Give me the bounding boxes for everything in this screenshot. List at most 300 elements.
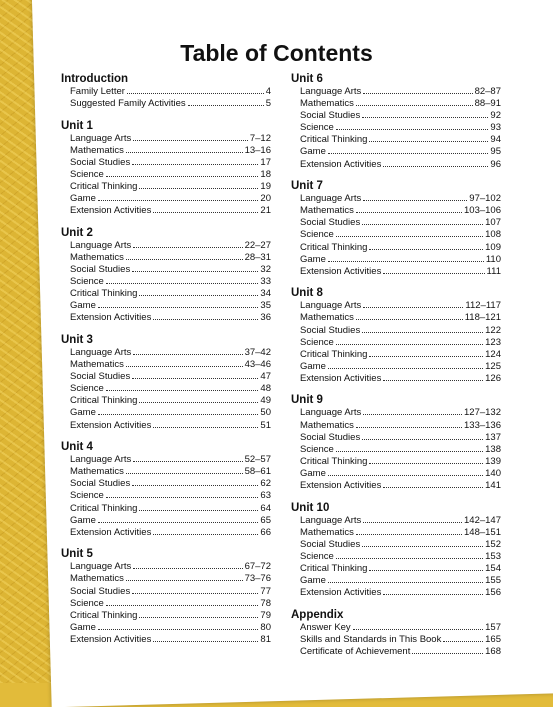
entry-label: Science <box>70 168 104 180</box>
section-heading: Unit 7 <box>291 180 323 193</box>
dot-leader <box>106 605 259 606</box>
dot-leader <box>139 402 258 403</box>
entry-page-number: 67–72 <box>244 561 271 573</box>
dot-leader <box>153 212 258 213</box>
dot-leader <box>139 188 258 189</box>
entry-page-number: 19 <box>260 181 271 193</box>
toc-entry <box>291 349 501 361</box>
dot-leader <box>98 522 259 523</box>
dot-leader <box>132 378 258 379</box>
entry-label: Certificate of Achievement <box>300 645 411 657</box>
entry-page-number: 13–16 <box>244 144 271 156</box>
toc-entry <box>61 466 271 478</box>
toc-entry <box>291 266 501 278</box>
entry-page-number: 33 <box>260 276 271 288</box>
toc-entry <box>291 193 501 205</box>
entry-page-number: 157 <box>485 621 501 633</box>
entry-label: Extension Activities <box>70 205 152 217</box>
dot-leader <box>383 487 483 488</box>
entry-page-number: 110 <box>485 253 501 265</box>
toc-entry <box>291 420 501 432</box>
entry-page-number: 28–31 <box>244 251 271 263</box>
entry-page-number: 43–46 <box>244 359 271 371</box>
entry-label: Language Arts <box>300 193 362 205</box>
entry-label: Science <box>300 550 334 562</box>
entry-label: Game <box>70 621 96 633</box>
entry-page-number: 17 <box>260 156 271 168</box>
dot-leader <box>336 451 483 452</box>
dot-leader <box>362 546 483 547</box>
entry-label: Critical Thinking <box>70 609 138 621</box>
entry-label: Game <box>300 360 326 372</box>
entry-label: Social Studies <box>70 371 131 383</box>
entry-page-number: 37–42 <box>244 347 271 358</box>
entry-page-number: 7–12 <box>249 132 271 144</box>
entry-page-number: 51 <box>260 419 271 431</box>
toc-entry <box>291 122 501 134</box>
dot-leader <box>383 594 483 595</box>
entry-page-number: 111 <box>486 265 501 277</box>
dot-leader <box>188 105 264 106</box>
dot-leader <box>153 534 258 535</box>
toc-entry <box>291 146 501 158</box>
entry-label: Critical Thinking <box>300 563 368 574</box>
entry-label: Language Arts <box>70 132 132 144</box>
entry-label: Critical Thinking <box>300 134 368 146</box>
entry-label: Critical Thinking <box>70 502 138 514</box>
dot-leader <box>412 653 483 654</box>
toc-entry <box>291 98 501 110</box>
toc-entry <box>61 407 271 419</box>
dot-leader <box>98 414 259 415</box>
toc-section <box>61 120 271 218</box>
entry-page-number: 107 <box>485 217 501 229</box>
toc-entry <box>291 539 501 551</box>
entry-page-number: 5 <box>265 98 271 110</box>
toc-entry <box>61 371 271 383</box>
entry-label: Language Arts <box>300 514 362 526</box>
toc-entry <box>291 312 501 324</box>
entry-label: Game <box>300 146 326 158</box>
entry-label: Mathematics <box>70 144 124 156</box>
section-heading: Unit 4 <box>61 441 93 454</box>
entry-label: Language Arts <box>70 561 132 573</box>
toc-entry <box>291 444 501 456</box>
entry-label: Science <box>70 276 104 288</box>
entry-page-number: 82–87 <box>474 86 501 97</box>
entry-label: Science <box>70 597 104 609</box>
page-title: Table of Contents <box>180 40 373 66</box>
toc-entry <box>291 229 501 241</box>
dot-leader <box>362 439 483 440</box>
toc-section <box>61 227 271 325</box>
dot-leader <box>369 570 483 571</box>
section-heading: Unit 2 <box>61 226 93 239</box>
toc-entry <box>61 133 271 145</box>
toc-section <box>61 441 271 539</box>
entry-page-number: 103–106 <box>464 205 501 217</box>
entry-label: Family Letter <box>70 86 125 97</box>
entry-label: Game <box>70 407 96 419</box>
dot-leader <box>106 283 259 284</box>
entry-label: Game <box>70 514 96 526</box>
entry-label: Mathematics <box>300 312 354 324</box>
entry-page-number: 108 <box>485 229 501 241</box>
section-heading: Unit 1 <box>61 119 93 132</box>
toc-entry <box>61 383 271 395</box>
entry-page-number: 81 <box>260 633 271 645</box>
entry-label: Language Arts <box>70 454 132 466</box>
toc-entry <box>291 217 501 229</box>
toc-entry <box>291 373 501 385</box>
toc-column-right <box>291 73 501 668</box>
toc-entry <box>291 159 501 171</box>
entry-label: Mathematics <box>70 359 124 371</box>
toc-entry <box>291 563 501 575</box>
toc-entry <box>61 573 271 585</box>
toc-entry <box>61 478 271 490</box>
entry-page-number: 122 <box>485 324 501 336</box>
entry-label: Social Studies <box>70 585 131 597</box>
toc-entry <box>291 361 501 373</box>
dot-leader <box>126 259 243 260</box>
entry-label: Mathematics <box>70 251 124 263</box>
toc-entry <box>61 586 271 598</box>
entry-page-number: 35 <box>260 300 271 312</box>
entry-page-number: 63 <box>260 490 271 502</box>
dot-leader <box>126 580 243 581</box>
entry-page-number: 66 <box>260 526 271 538</box>
entry-label: Extension Activities <box>300 587 382 599</box>
dot-leader <box>336 129 489 130</box>
entry-label: Extension Activities <box>300 158 382 170</box>
toc-section <box>61 548 271 646</box>
toc-entry <box>291 110 501 122</box>
dot-leader <box>132 271 258 272</box>
entry-page-number: 52–57 <box>244 454 271 466</box>
entry-label: Game <box>70 193 96 205</box>
toc-entry <box>61 598 271 610</box>
toc-entry <box>61 515 271 527</box>
toc-entry <box>291 468 501 480</box>
toc-section <box>61 73 271 110</box>
toc-entry <box>61 300 271 312</box>
entry-label: Critical Thinking <box>300 348 368 360</box>
dot-leader <box>356 427 462 428</box>
toc-entry <box>61 276 271 288</box>
dot-leader <box>336 236 483 237</box>
entry-label: Social Studies <box>70 264 131 276</box>
dot-leader <box>356 212 462 213</box>
section-heading: Unit 5 <box>61 548 93 561</box>
toc-entry <box>61 145 271 157</box>
dot-leader <box>383 380 483 381</box>
entry-label: Social Studies <box>70 156 131 168</box>
entry-label: Social Studies <box>300 431 361 443</box>
toc-entry <box>61 527 271 539</box>
toc-entry <box>291 254 501 266</box>
entry-label: Game <box>300 253 326 265</box>
dot-leader <box>328 582 483 583</box>
toc-column-left <box>61 73 271 655</box>
dot-leader <box>328 368 483 369</box>
entry-page-number: 126 <box>485 372 501 384</box>
toc-entry <box>291 242 501 254</box>
section-heading: Appendix <box>291 608 344 621</box>
dot-leader <box>153 427 258 428</box>
section-heading: Unit 10 <box>291 501 330 514</box>
section-heading: Unit 8 <box>291 287 323 300</box>
toc-section <box>291 502 501 600</box>
entry-page-number: 4 <box>265 86 271 97</box>
entry-page-number: 97–102 <box>469 193 501 205</box>
toc-entry <box>61 98 271 110</box>
dot-leader <box>106 176 259 177</box>
entry-label: Mathematics <box>300 98 354 110</box>
toc-entry <box>61 240 271 252</box>
dot-leader <box>369 141 488 142</box>
entry-page-number: 77 <box>260 585 271 597</box>
toc-entry <box>61 610 271 622</box>
toc-section <box>291 73 501 171</box>
dot-leader <box>153 319 258 320</box>
dot-leader <box>106 390 259 391</box>
toc-entry <box>61 288 271 300</box>
dot-leader <box>133 247 242 248</box>
entry-page-number: 124 <box>485 348 501 360</box>
toc-entry <box>291 205 501 217</box>
dot-leader <box>383 273 484 274</box>
dot-leader <box>362 332 483 333</box>
entry-label: Language Arts <box>300 86 362 97</box>
toc-entry <box>61 86 271 98</box>
toc-entry <box>61 490 271 502</box>
toc-entry <box>61 634 271 646</box>
toc-entry <box>61 312 271 324</box>
dot-leader <box>98 307 259 308</box>
entry-label: Critical Thinking <box>70 288 138 300</box>
entry-label: Mathematics <box>70 573 124 585</box>
entry-page-number: 94 <box>490 134 501 146</box>
dot-leader <box>369 463 483 464</box>
dot-leader <box>139 510 258 511</box>
entry-label: Critical Thinking <box>300 455 368 467</box>
entry-page-number: 153 <box>485 550 501 562</box>
dot-leader <box>126 366 243 367</box>
dot-leader <box>139 295 258 296</box>
toc-entry <box>61 503 271 515</box>
entry-label: Skills and Standards in This Book <box>300 633 442 645</box>
toc-entry <box>291 634 501 646</box>
toc-entry <box>61 193 271 205</box>
toc-entry <box>291 587 501 599</box>
entry-page-number: 140 <box>485 467 501 479</box>
entry-page-number: 73–76 <box>244 573 271 585</box>
entry-page-number: 48 <box>260 383 271 395</box>
toc-entry <box>291 337 501 349</box>
entry-label: Game <box>300 467 326 479</box>
toc-entry <box>61 622 271 634</box>
dot-leader <box>126 473 243 474</box>
entry-label: Science <box>70 490 104 502</box>
toc-section <box>291 287 501 385</box>
dot-leader <box>363 93 472 94</box>
entry-page-number: 92 <box>490 110 501 122</box>
entry-label: Mathematics <box>300 419 354 431</box>
entry-label: Social Studies <box>300 538 361 550</box>
dot-leader <box>153 641 258 642</box>
dot-leader <box>133 354 242 355</box>
entry-page-number: 125 <box>485 360 501 372</box>
section-heading: Introduction <box>61 73 129 85</box>
entry-label: Extension Activities <box>300 372 382 384</box>
dot-leader <box>362 224 483 225</box>
dot-leader <box>328 475 483 476</box>
dot-leader <box>383 166 488 167</box>
entry-page-number: 22–27 <box>244 239 271 251</box>
entry-page-number: 47 <box>260 371 271 383</box>
toc-entry <box>61 205 271 217</box>
entry-page-number: 148–151 <box>464 526 501 538</box>
dot-leader <box>369 249 483 250</box>
toc-entry <box>61 169 271 181</box>
entry-page-number: 152 <box>485 538 501 550</box>
toc-entry <box>291 527 501 539</box>
toc-entry <box>291 646 501 658</box>
toc-entry <box>291 86 501 98</box>
dot-leader <box>356 319 463 320</box>
entry-page-number: 155 <box>485 575 501 587</box>
toc-entry <box>291 480 501 492</box>
toc-entry <box>291 551 501 563</box>
entry-label: Mathematics <box>300 526 354 538</box>
dot-leader <box>363 522 462 523</box>
dot-leader <box>133 568 242 569</box>
toc-entry <box>61 420 271 432</box>
entry-page-number: 65 <box>260 514 271 526</box>
toc-entry <box>61 347 271 359</box>
entry-page-number: 88–91 <box>474 98 501 110</box>
entry-label: Social Studies <box>70 478 131 490</box>
entry-page-number: 58–61 <box>244 466 271 478</box>
entry-page-number: 34 <box>260 288 271 300</box>
entry-page-number: 156 <box>485 587 501 599</box>
dot-leader <box>443 641 483 642</box>
section-heading: Unit 3 <box>61 334 93 346</box>
toc-section <box>291 394 501 492</box>
entry-label: Social Studies <box>300 324 361 336</box>
toc-entry <box>61 181 271 193</box>
dot-leader <box>132 485 258 486</box>
entry-label: Extension Activities <box>300 265 382 277</box>
dot-leader <box>106 497 259 498</box>
entry-label: Extension Activities <box>70 419 152 431</box>
entry-page-number: 142–147 <box>464 514 501 526</box>
toc-entry <box>61 157 271 169</box>
entry-page-number: 78 <box>260 597 271 609</box>
entry-page-number: 21 <box>260 205 271 217</box>
entry-page-number: 133–136 <box>464 419 501 431</box>
entry-label: Language Arts <box>70 239 132 251</box>
dot-leader <box>336 558 483 559</box>
entry-label: Science <box>300 336 334 348</box>
toc-entry <box>61 561 271 573</box>
entry-label: Science <box>300 443 334 455</box>
entry-page-number: 80 <box>260 621 271 633</box>
entry-page-number: 64 <box>260 502 271 514</box>
entry-page-number: 79 <box>260 609 271 621</box>
section-heading: Unit 6 <box>291 73 323 85</box>
entry-page-number: 95 <box>490 146 501 158</box>
dot-leader <box>328 261 484 262</box>
dot-leader <box>362 117 488 118</box>
entry-label: Science <box>300 122 334 134</box>
toc-section <box>291 180 501 278</box>
entry-label: Game <box>300 575 326 587</box>
entry-page-number: 96 <box>490 158 501 170</box>
toc-entry <box>61 359 271 371</box>
toc-entry <box>291 407 501 419</box>
dot-leader <box>133 461 242 462</box>
entry-page-number: 165 <box>485 633 501 645</box>
entry-label: Extension Activities <box>70 526 152 538</box>
entry-label: Language Arts <box>300 300 362 312</box>
entry-page-number: 118–121 <box>464 312 501 324</box>
entry-page-number: 36 <box>260 312 271 324</box>
dot-leader <box>356 105 473 106</box>
dot-leader <box>363 200 467 201</box>
entry-page-number: 109 <box>485 241 501 253</box>
entry-label: Extension Activities <box>70 312 152 324</box>
entry-label: Critical Thinking <box>70 181 138 193</box>
toc-section <box>61 334 271 432</box>
dot-leader <box>369 356 483 357</box>
entry-label: Answer Key <box>300 621 351 633</box>
entry-page-number: 168 <box>485 645 501 657</box>
dot-leader <box>356 534 462 535</box>
dot-leader <box>133 140 248 141</box>
entry-page-number: 138 <box>485 443 501 455</box>
entry-page-number: 112–117 <box>465 300 501 312</box>
toc-entry <box>291 515 501 527</box>
entry-label: Mathematics <box>300 205 354 217</box>
entry-page-number: 123 <box>485 336 501 348</box>
dot-leader <box>353 629 483 630</box>
entry-page-number: 141 <box>485 480 501 492</box>
dot-leader <box>336 344 483 345</box>
toc-entry <box>61 454 271 466</box>
entry-page-number: 32 <box>260 264 271 276</box>
toc-entry <box>61 264 271 276</box>
section-heading: Unit 9 <box>291 394 323 407</box>
entry-label: Social Studies <box>300 110 361 122</box>
entry-page-number: 50 <box>260 407 271 419</box>
entry-page-number: 49 <box>260 395 271 407</box>
entry-page-number: 20 <box>260 193 271 205</box>
entry-label: Language Arts <box>300 407 362 419</box>
dot-leader <box>363 307 463 308</box>
entry-page-number: 137 <box>485 431 501 443</box>
entry-label: Extension Activities <box>300 480 382 492</box>
entry-label: Critical Thinking <box>70 395 138 407</box>
toc-entry <box>291 432 501 444</box>
dot-leader <box>127 93 264 94</box>
entry-label: Language Arts <box>70 347 132 358</box>
entry-page-number: 93 <box>490 122 501 134</box>
toc-entry <box>61 252 271 264</box>
toc-entry <box>291 575 501 587</box>
entry-label: Game <box>70 300 96 312</box>
